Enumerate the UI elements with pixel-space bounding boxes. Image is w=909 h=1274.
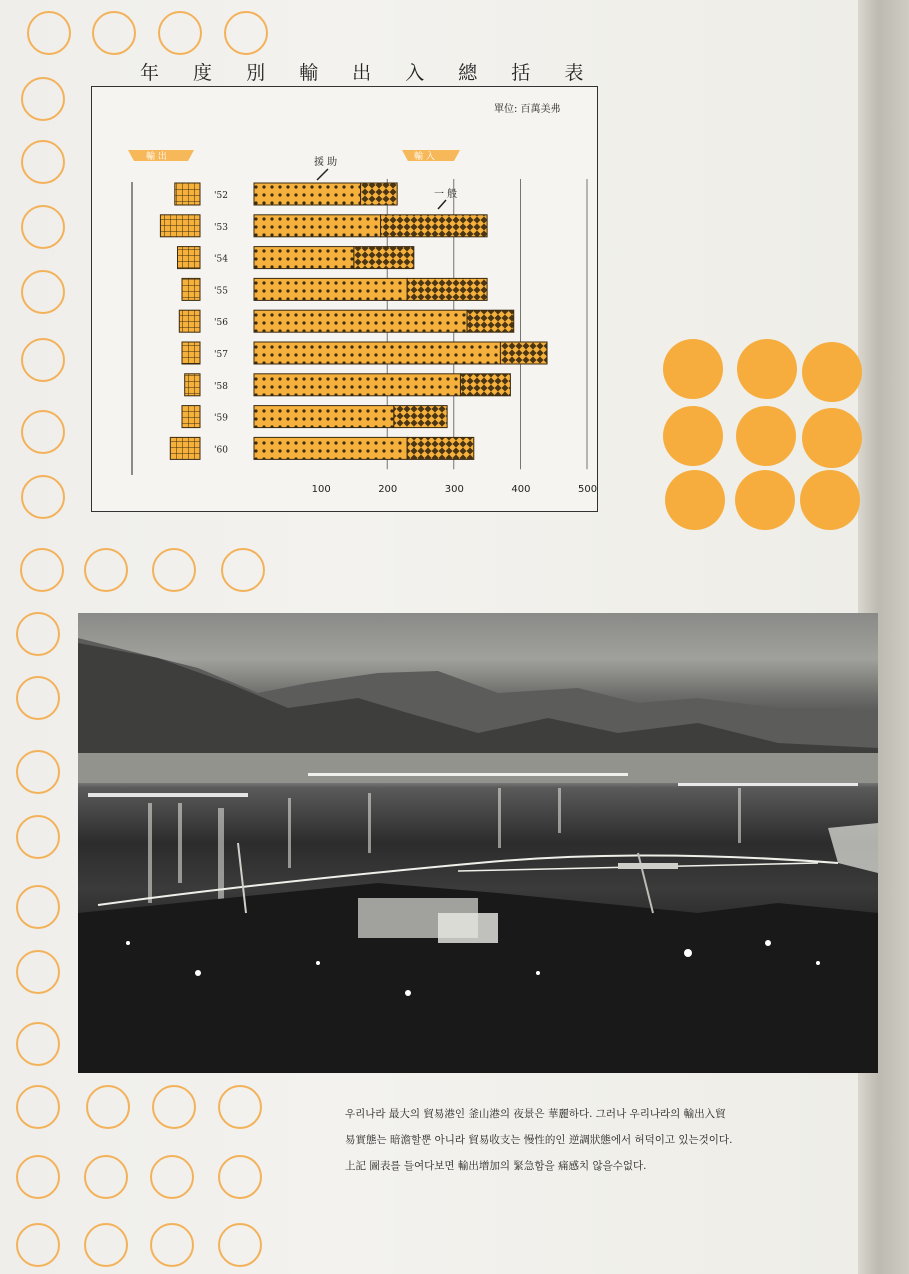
year-label: '56 xyxy=(214,318,228,329)
export-bar xyxy=(170,437,200,459)
caption-line: 上記 圖表를 들여다보면 輸出增加의 緊急함을 痛感치 않을수없다. xyxy=(345,1160,647,1172)
decorative-dot xyxy=(737,339,797,399)
general-bar xyxy=(500,342,547,364)
decorative-ring xyxy=(16,815,60,859)
decorative-ring xyxy=(224,11,268,55)
x-tick-label: 100 xyxy=(311,484,331,495)
export-legend-tag xyxy=(128,150,194,162)
decorative-ring xyxy=(21,338,65,382)
decorative-ring xyxy=(21,77,65,121)
year-label: '60 xyxy=(214,445,228,456)
caption-line: 易實態는 暗澹할뿐 아니라 貿易收支는 慢性的인 逆調狀態에서 허덕이고 있는것이다. xyxy=(345,1134,733,1146)
decorative-ring xyxy=(21,270,65,314)
decorative-ring xyxy=(27,11,71,55)
decorative-ring xyxy=(84,1223,128,1267)
export-bar xyxy=(160,215,200,237)
aid-bar xyxy=(254,406,394,428)
decorative-ring xyxy=(158,11,202,55)
decorative-ring xyxy=(152,1085,196,1129)
decorative-ring xyxy=(221,548,265,592)
decorative-dot xyxy=(663,339,723,399)
decorative-ring xyxy=(21,475,65,519)
decorative-ring xyxy=(84,548,128,592)
harbor-night-photo xyxy=(78,613,878,1073)
decorative-ring xyxy=(92,11,136,55)
unit-label: 單位: 百萬美弗 xyxy=(494,104,561,115)
decorative-dot xyxy=(800,470,860,530)
x-tick-label: 500 xyxy=(578,484,598,495)
decorative-ring xyxy=(84,1155,128,1199)
year-label: '52 xyxy=(214,191,228,201)
photo-caption xyxy=(345,1101,865,1179)
export-legend-label: 輸 出 xyxy=(146,152,167,162)
year-label: '58 xyxy=(214,381,228,392)
export-bar xyxy=(182,342,200,364)
decorative-ring xyxy=(86,1085,130,1129)
decorative-ring xyxy=(218,1155,262,1199)
decorative-ring xyxy=(150,1223,194,1267)
general-bar xyxy=(361,183,398,205)
export-bar xyxy=(179,310,200,332)
decorative-ring xyxy=(16,676,60,720)
decorative-dot xyxy=(663,406,723,466)
general-pointer xyxy=(438,200,446,209)
general-bar xyxy=(407,278,487,300)
decorative-dot xyxy=(735,470,795,530)
aid-pointer xyxy=(317,169,328,180)
general-bar xyxy=(394,406,447,428)
general-bar xyxy=(407,437,474,459)
export-bar xyxy=(185,374,200,396)
year-label: '55 xyxy=(214,286,228,297)
decorative-ring xyxy=(16,612,60,656)
decorative-ring xyxy=(152,548,196,592)
aid-bar xyxy=(254,310,467,332)
year-label: '57 xyxy=(214,350,228,360)
decorative-ring xyxy=(218,1085,262,1129)
general-series-label: 一 般 xyxy=(434,189,458,200)
import-legend-label: 輸 入 xyxy=(414,152,435,162)
x-tick-label: 300 xyxy=(444,484,464,495)
general-bar xyxy=(467,310,514,332)
decorative-ring xyxy=(16,750,60,794)
aid-bar xyxy=(254,247,354,269)
decorative-dot xyxy=(665,470,725,530)
export-bar xyxy=(175,183,200,205)
decorative-ring xyxy=(21,205,65,249)
general-bar xyxy=(354,247,414,269)
year-label: '53 xyxy=(214,222,228,233)
decorative-ring xyxy=(16,1022,60,1066)
aid-bar xyxy=(254,278,407,300)
decorative-dot xyxy=(802,408,862,468)
bar-chart xyxy=(92,87,599,513)
harbor-scene xyxy=(78,613,878,1073)
decorative-ring xyxy=(16,950,60,994)
import-legend-tag xyxy=(402,150,460,162)
decorative-ring xyxy=(16,1155,60,1199)
general-bar xyxy=(460,374,510,396)
x-tick-label: 400 xyxy=(511,484,531,495)
decorative-ring xyxy=(21,140,65,184)
chart-frame xyxy=(91,86,598,512)
x-tick-label: 200 xyxy=(378,484,398,495)
aid-bar xyxy=(254,342,500,364)
aid-bar xyxy=(254,437,407,459)
decorative-ring xyxy=(21,410,65,454)
aid-bar xyxy=(254,183,361,205)
aid-series-label: 援 助 xyxy=(314,157,338,168)
decorative-ring xyxy=(16,1223,60,1267)
year-label: '59 xyxy=(214,413,228,424)
year-label: '54 xyxy=(214,254,228,265)
chart-title: 年 度 別 輸 出 入 總 括 表 xyxy=(140,62,598,84)
aid-bar xyxy=(254,215,381,237)
export-bar xyxy=(182,278,200,300)
aid-bar xyxy=(254,374,460,396)
export-bar xyxy=(182,406,200,428)
decorative-ring xyxy=(218,1223,262,1267)
decorative-ring xyxy=(150,1155,194,1199)
export-bar xyxy=(178,247,201,269)
decorative-dot xyxy=(802,342,862,402)
decorative-ring xyxy=(16,885,60,929)
decorative-ring xyxy=(16,1085,60,1129)
general-bar xyxy=(381,215,488,237)
decorative-ring xyxy=(20,548,64,592)
caption-line: 우리나라 最大의 貿易港인 釜山港의 夜景은 華麗하다. 그러나 우리나라의 輸出入貿 xyxy=(345,1108,726,1120)
decorative-dot xyxy=(736,406,796,466)
